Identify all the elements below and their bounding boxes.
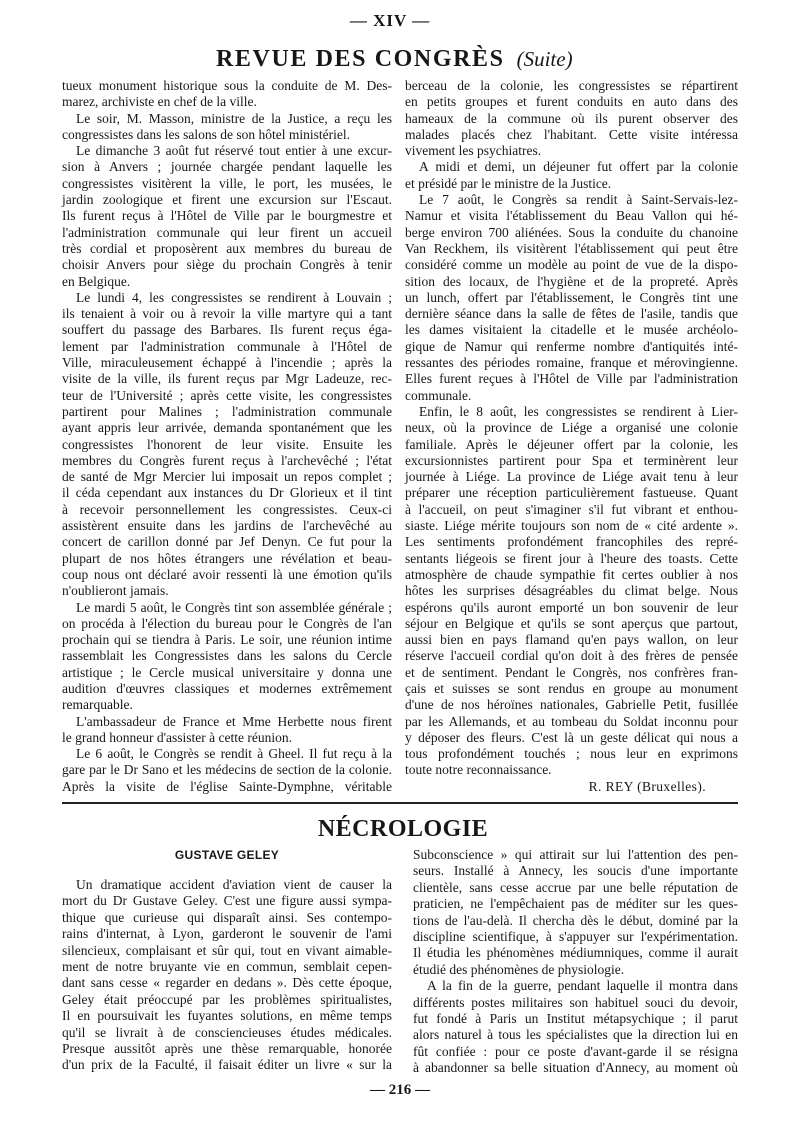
- text-line: rains d'internat, à Lyon, garderont le souvenir de l'ami: [62, 926, 392, 942]
- text-line: berceau de la colonie, les congressistes se répartirent: [405, 78, 738, 93]
- text-line: Un dramatique accident d'aviation vient de causer la: [76, 877, 392, 892]
- text-line: un lunch, offert par l'établissement, le Congrès tint une: [405, 289, 738, 305]
- section-title: [216, 45, 573, 73]
- text-line: berge environ 700 aliénées. Sous la conduite du chanoine: [405, 224, 738, 240]
- text-line: vivement les psychiatres.: [405, 143, 542, 159]
- text-line: ils tenaient à voir ou à revoir la ville martyre qui a tant: [62, 306, 392, 322]
- text-line: il céda cependant aux instances du Dr Glorieux et il tint: [62, 485, 392, 501]
- text-line: on procéda à l'élection du bureau pour le Congrès de l'an: [62, 615, 392, 631]
- text-line: congressistes l'honorent de leur visite. Ensuite les: [62, 436, 392, 452]
- text-line: à recevoir personnellement les congressistes. Ceux-ci: [62, 501, 392, 517]
- text-line: Namur et visita l'établissement du Beau Vallon qui hé-: [405, 208, 738, 224]
- roman-page-number: — XIV —: [349, 11, 431, 30]
- text-line: Après la visite de l'église Sainte-Dymphne, véritable: [62, 778, 392, 794]
- text-line: sion à Anvers ; journée chargée pendant laquelle les: [62, 159, 392, 175]
- section-divider: [62, 802, 738, 804]
- text-line: étudié des phénomènes de physiologie.: [413, 961, 625, 977]
- text-line: hôtes les surprises désagréables du climat belge. Nous: [405, 583, 738, 599]
- text-line: ment de notre bruyante vie en commun, semblait cepen-: [62, 958, 392, 974]
- text-line: gique de Namur qui renferme nombre d'antiquités inté-: [405, 338, 738, 354]
- text-line: et présidé par le ministre de la Justice.: [405, 175, 612, 191]
- text-line: visite de la ville, ils furent reçus par Mgr Ladeuze, rec-: [62, 371, 392, 387]
- text-line: remarquable.: [62, 697, 133, 713]
- text-line: thique que curieuse qui disparaît ainsi. Ses contempo-: [62, 909, 392, 925]
- text-line: plupart de nos hôtes étrangers une révélation et beau-: [62, 550, 392, 566]
- text-line: familiale. Après le déjeuner offert par la colonie, les: [405, 436, 738, 452]
- text-line: Ils furent reçus à l'Hôtel de Ville par le bourgmestre et: [62, 208, 392, 224]
- text-line: artistique ; le Cercle musical universitaire y donna une: [62, 664, 392, 680]
- text-line: à l'accueil, on peut s'imaginer s'il fut vibrant et enthou-: [405, 501, 738, 517]
- text-line: d'une de nos héroïnes nationales, Gabrielle Petit, fusillée: [405, 697, 738, 713]
- text-line: espérons qu'ils auront emporté un bon souvenir de leur: [405, 599, 738, 615]
- text-line: silencieux, complaisant et sûr qui, tout en vivant aimable-: [62, 942, 392, 958]
- text-line: journée à Liége. La province de Liége avait tenu à leur: [405, 469, 738, 485]
- text-line: à abandonner sa belle situation d'Annecy, au moment où: [413, 1060, 738, 1076]
- text-line: souffert du passage des Barbares. Ils furent reçus éga-: [62, 322, 392, 338]
- text-line: atmosphère de chaude sympathie fit certes oublier à nos: [405, 566, 738, 582]
- text-line: préparer une réception particulièrement fastueuse. Quant: [405, 485, 738, 501]
- text-line: considéré comme un modèle au point de vue de la dispo-: [405, 257, 738, 273]
- necrology-right-column: [413, 847, 738, 1076]
- text-line: excursionnistes partirent pour Spa et terminèrent leur: [405, 452, 738, 468]
- text-line: Le dimanche 3 août fut réservé tout entier à une excur-: [76, 143, 392, 159]
- text-line: ressantes des périodes romaine, franque et mérovingienne.: [405, 355, 738, 371]
- text-line: Le mardi 5 août, le Congrès tint son assemblée générale ;: [76, 599, 392, 615]
- text-line: Geley était préoccupé par les problèmes spiritualistes,: [62, 991, 392, 1007]
- paragraph: [405, 404, 738, 779]
- paragraph: [405, 159, 738, 192]
- text-line: tueux monument historique sous la conduite de M. Des-: [62, 78, 392, 93]
- text-line: Le lundi 4, les congressistes se rendirent à Louvain ;: [76, 289, 392, 305]
- text-line: tions de l'au-delà. Il chercha dès le début, dominé par la: [413, 912, 738, 928]
- text-line: Elles furent reçues à l'Hôtel de Ville par l'administration: [405, 371, 738, 387]
- text-line: fut fondé à Paris un Institut métapsychique ; il parut: [413, 1010, 738, 1026]
- text-line: Presque aussitôt après une thèse remarquable, honorée: [62, 1040, 392, 1056]
- text-line: Il étudia les phénomènes médiumniques, comme il aurait: [413, 945, 738, 961]
- text-line: l'administration communale qui leur firent un accueil: [62, 224, 392, 240]
- text-line: mort du Dr Gustave Geley. C'est une figure aussi sympa-: [62, 893, 392, 909]
- necrology-left-column: [62, 847, 392, 1074]
- text-line: clientèle, sans cesse accrue par une belle réputation de: [413, 879, 738, 895]
- text-line: A midi et demi, un déjeuner fut offert par la colonie: [419, 159, 738, 175]
- text-line: tous profondément touchés ; nous leur en exprimons: [405, 746, 738, 762]
- paragraph: [62, 78, 392, 111]
- text-line: prochain qui se tiendra à Paris. Le soir, une réunion intime: [62, 632, 392, 648]
- necrology-right-text: [413, 847, 738, 1076]
- text-line: seurs. Installé à Annecy, les soucis d'une importante: [413, 863, 738, 879]
- text-line: Les sentiments profondément francophiles des repré-: [405, 534, 738, 550]
- report-right-text: [405, 78, 738, 779]
- text-line: praticien, ne l'empêchaient pas de méditer sur les ques-: [413, 896, 738, 912]
- text-line: séjour en Belgique et qu'ils se sont aperçus que partout,: [405, 615, 738, 631]
- text-line: discipline scientifique, à s'appuyer sur l'expérimentation.: [413, 928, 738, 944]
- paragraph: [62, 877, 392, 1074]
- text-line: Ville, miraculeusement échappé à l'incendie ; après la: [62, 355, 392, 371]
- text-line: le grand honneur d'assister à cette réunion.: [62, 729, 292, 745]
- text-line: y déposer des fleurs. C'est là un geste délicat qui nous a: [405, 729, 738, 745]
- text-line: Le 6 août, le Congrès se rendit à Gheel. Il fut reçu à la: [76, 746, 392, 762]
- page-number: — 216 —: [370, 1082, 430, 1098]
- text-line: aussi bien en pays flamand qu'en pays wallon, on leur: [405, 632, 738, 648]
- text-line: dernière séance dans la salle de fêtes de l'asile, tandis que: [405, 306, 738, 322]
- text-line: teur de l'Université ; après cette visite, les congressistes: [62, 387, 392, 403]
- text-line: différents postes militaires son habituel souci du devoir,: [413, 994, 738, 1010]
- paragraph: [62, 111, 392, 144]
- text-line: sition des locaux, de l'hygiène et de la propreté. Après: [405, 273, 738, 289]
- paragraph: [405, 78, 738, 159]
- text-line: réserve l'accueil cordial qu'on doit à des frères de pensée: [405, 648, 738, 664]
- text-line: siaste. Liége mérite toujours son nom de « cité ardente ».: [405, 518, 738, 534]
- text-line: partirent pour Malines ; l'administration communale: [62, 403, 392, 419]
- text-line: lement par l'administration communale à l'Hôtel de: [62, 338, 392, 354]
- report-left-column: [62, 78, 392, 795]
- text-line: communale.: [405, 387, 472, 403]
- text-line: congressistes visitèrent la ville, le port, les musées, le: [62, 175, 392, 191]
- text-line: jardin zoologique et firent une excursion sur l'Escaut.: [62, 192, 392, 208]
- paragraph: [62, 714, 392, 747]
- text-line: dant sans cesse « regarder en dedans ». Dès cette époque,: [62, 975, 392, 991]
- paragraph: [405, 192, 738, 404]
- text-line: audition d'œuvres classiques et modernes extrêmement: [62, 680, 392, 696]
- text-line: n'oublieront jamais.: [62, 583, 169, 599]
- text-line: çais et suisses se sont rendus en groupe au monument: [405, 680, 738, 696]
- text-line: très cordial et proposèrent aux membres du bureau de: [62, 240, 392, 256]
- paragraph: [413, 847, 738, 978]
- paragraph: [413, 978, 738, 1076]
- text-line: de santé de Mgr Mercier lui imposait un repos complet ;: [62, 469, 392, 485]
- necrology-left-text: [62, 877, 392, 1074]
- paragraph: [62, 600, 392, 714]
- paragraph: [62, 143, 392, 290]
- text-line: par les Allemands, et au tombeau du Soldat inconnu pour: [405, 713, 738, 729]
- text-line: Van Reckhem, ils visitèrent l'établissement qui peut être: [405, 240, 738, 256]
- section-title-suffix: (Suite): [516, 47, 573, 71]
- report-left-text: [62, 78, 392, 795]
- paragraph: [62, 746, 392, 795]
- necrology-heading: NÉCROLOGIE: [317, 816, 489, 842]
- text-line: malades placés chez l'habitant. Cette visite intéressa: [405, 126, 738, 142]
- author-signature: R. REY (Bruxelles).: [588, 778, 706, 794]
- text-line: assistèrent ensuite dans les jardins de l'archevêché au: [62, 518, 392, 534]
- text-line: hameaux de la commune où ils purent observer des: [405, 110, 738, 126]
- text-line: et de sentiment. Pendant le Congrès, nos confrères fran-: [405, 664, 738, 680]
- text-line: toute notre reconnaissance.: [405, 762, 552, 778]
- text-line: neux, où la province de Liége a organisé une colonie: [405, 420, 738, 436]
- text-line: Enfin, le 8 août, les congressistes se rendirent à Lier-: [419, 403, 738, 419]
- text-line: fût confiée : pour ce poste d'avant-garde il se résigna: [413, 1043, 738, 1059]
- text-line: gare par le Dr Sano et les médecins de section de la colonie.: [62, 762, 392, 778]
- text-line: marez, archiviste en chef de la ville.: [62, 94, 257, 110]
- text-line: Il en poursuivait les fuyantes solutions, en même temps: [62, 1008, 392, 1024]
- text-line: ayant appris leur arrivée, demanda spontanément que les: [62, 420, 392, 436]
- obituary-name-heading: GUSTAVE GELEY: [174, 848, 280, 862]
- text-line: membres du Congrès furent reçus à l'archevêché ; l'état: [62, 452, 392, 468]
- text-line: concert de carillon donné par Jef Denyn. Ce fut pour la: [62, 534, 392, 550]
- report-right-column: [405, 78, 738, 795]
- text-line: sentants liégeois se firent jour à l'heure des toasts. Cette: [405, 550, 738, 566]
- text-line: qu'il se livrait à de consciencieuses études médicales.: [62, 1024, 392, 1040]
- text-line: congressistes dans les salons de son hôtel ministériel.: [62, 126, 350, 142]
- text-line: les dames visitaient la citadelle et le musée archéolo-: [405, 322, 738, 338]
- text-line: en petits groupes et furent conduits en auto dans des: [405, 94, 738, 110]
- text-line: d'un prix de la Faculté, il faisait éditer un livre « sur la: [62, 1057, 392, 1073]
- text-line: rassemblait les Congressistes dans les salons du Cercle: [62, 648, 392, 664]
- text-line: coup nous ont déclaré avoir ressenti là une émotion qu'ils: [62, 566, 392, 582]
- section-title-text: REVUE DES CONGRÈS: [216, 46, 505, 72]
- text-line: en Belgique.: [62, 273, 131, 289]
- text-line: choisir Anvers pour siège du prochain Congrès à tenir: [62, 257, 392, 273]
- text-line: Subconscience » qui attirait sur lui l'attention des pen-: [413, 847, 738, 862]
- paragraph: [62, 290, 392, 600]
- text-line: Le soir, M. Masson, ministre de la Justice, a reçu les: [76, 110, 392, 126]
- text-line: A la fin de la guerre, pendant laquelle il montra dans: [427, 978, 738, 994]
- text-line: alors naturel à tous les spécialistes que la direction lui en: [413, 1027, 738, 1043]
- text-line: L'ambassadeur de France et Mme Herbette nous firent: [76, 713, 392, 729]
- text-line: Le 7 août, le Congrès sa rendit à Saint-Servais-lez-: [419, 192, 738, 208]
